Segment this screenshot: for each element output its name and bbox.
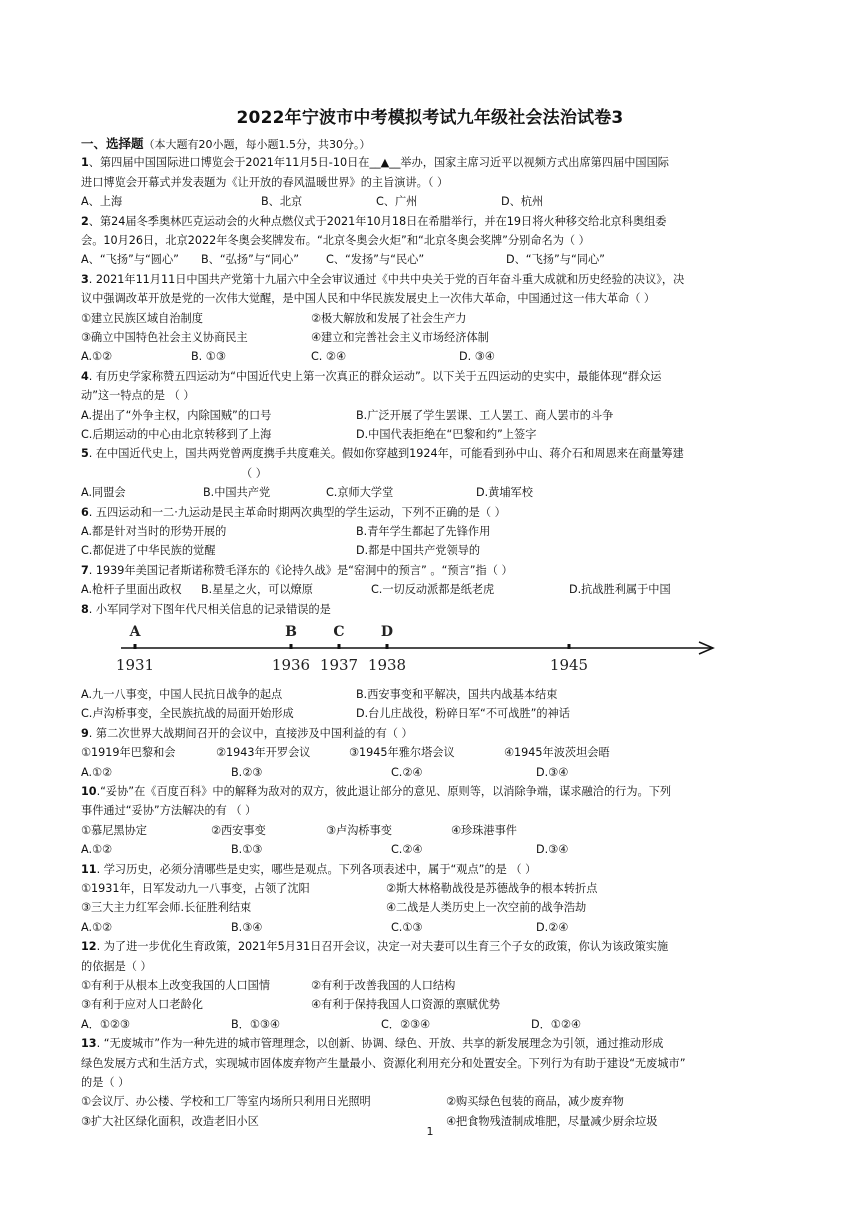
question-line — [81, 960, 152, 974]
sub-statements-item: ①慕尼黑协定 — [81, 823, 147, 837]
question-line — [81, 506, 506, 520]
answer-options-item: A.都是针对当时的形势开展的 — [81, 525, 227, 538]
answer-options-item: B.青年学生都起了先锋作用 — [356, 525, 491, 538]
sub-statements-item: ①会议厅、办公楼、学校和工厂等室内场所只利用日光照明 — [81, 1095, 371, 1109]
question-line — [81, 603, 331, 617]
answer-options-item: C.卢沟桥事变，全民族抗战的局面开始形成 — [81, 707, 294, 721]
timeline-tick — [386, 644, 389, 649]
sub-statements-item: ④二战是人类历史上一次空前的战争浩劫 — [386, 901, 587, 915]
answer-options-item: C.京师大学堂 — [326, 486, 394, 500]
answer-options-item: D.中国代表拒绝在“巴黎和约”上签字 — [356, 428, 537, 441]
timeline-letter-label: D — [380, 624, 394, 640]
question-line — [81, 176, 448, 190]
answer-options-item: D．①②④ — [531, 1017, 581, 1031]
answer-options-item: A、上海 — [81, 195, 123, 209]
answer-options-item: C.①③ — [391, 920, 423, 934]
answer-options-item: C.都促进了中华民族的觉醒 — [81, 544, 216, 558]
answer-options-item: A.①② — [81, 920, 113, 934]
question-line — [81, 215, 666, 229]
question-text: （ ） — [241, 466, 267, 480]
question-text: 进口博览会开幕式并发表题为《让开放的春风温暖世界》的主旨演讲。（ ） — [81, 175, 449, 189]
answer-options — [81, 921, 786, 935]
answer-options — [81, 409, 786, 423]
timeline-year-label: 1937 — [319, 656, 359, 674]
answer-options-item: B、“弘扬”与“同心” — [201, 253, 299, 267]
question-line — [81, 1057, 686, 1071]
question-number: 4 — [81, 369, 89, 383]
answer-options — [81, 688, 786, 702]
answer-options-item: A.九一八事变，中国人民抗日战争的起点 — [81, 688, 283, 701]
answer-options-item: D、杭州 — [501, 195, 544, 209]
sub-statements-item: ④建立和完善社会主义市场经济体制 — [311, 331, 489, 344]
sub-statements — [81, 882, 786, 896]
answer-options-item: D.都是中国共产党领导的 — [356, 544, 481, 558]
question-text: 的是（ ） — [81, 1076, 130, 1089]
answer-options-item: B.中国共产党 — [203, 486, 271, 500]
answer-options-item: D.③④ — [536, 765, 569, 779]
question-line — [81, 940, 668, 954]
question-text: . 1939年美国记者斯诺称赞毛泽东的《论持久战》是“窑洞中的预言” 。“预言”指（ ） — [88, 563, 513, 577]
answer-options — [81, 195, 786, 209]
answer-options-item: D.③④ — [536, 843, 569, 857]
sub-statements-item: ③扩大社区绿化面积，改造老旧小区 — [81, 1114, 259, 1128]
answer-options-item: B.星星之火，可以燎原 — [201, 583, 313, 597]
timeline-tick — [568, 644, 571, 649]
answer-options-item: B. ①③ — [191, 350, 226, 364]
sub-statements-item: ③卢沟桥事变 — [326, 823, 392, 837]
answer-options-item: A、“飞扬”与“圆心” — [81, 253, 179, 267]
question-number: 5 — [81, 447, 89, 461]
question-text: 事件通过“妥协”方法解决的有 （ ） — [81, 804, 257, 818]
sub-statements — [81, 746, 786, 760]
timeline-letter-label: B — [285, 624, 297, 640]
question-number: 1 — [81, 156, 89, 170]
sub-statements-item: ②购买绿色包装的商品，减少废弃物 — [446, 1095, 624, 1109]
question-text: 会。10月26日，北京2022年冬奥会奖牌发布。“北京冬奥会火炬”和“北京冬奥会奖牌”分别命名为（ ） — [81, 234, 590, 247]
sub-statements-item: ②极大解放和发展了社会生产力 — [311, 311, 467, 325]
question-text: 、第24届冬季奥林匹克运动会的火种点燃仪式于2021年10月18日在希腊举行，并在19日将火种移交给北京科奥组委 — [88, 214, 667, 228]
answer-options — [81, 1018, 786, 1032]
sub-statements — [81, 1095, 786, 1109]
question-number: 9 — [81, 726, 89, 740]
sub-statements-item: ②斯大林格勒战役是苏德战争的根本转折点 — [386, 882, 598, 895]
question-line — [81, 273, 684, 287]
sub-statements — [81, 979, 786, 993]
question-number: 10 — [81, 785, 97, 798]
question-number: 7 — [81, 563, 89, 577]
answer-options-item: C.②④ — [391, 843, 423, 857]
timeline-year-label: 1931 — [115, 656, 155, 674]
sub-statements — [81, 998, 786, 1012]
answer-options — [81, 766, 786, 780]
answer-options-item: D.抗战胜利属于中国 — [569, 583, 671, 597]
answer-options-item: B．①③④ — [231, 1017, 280, 1031]
question-text: . 在中国近代史上，国共两党曾两度携手共度难关。假如你穿越到1924年，可能看到孙中山、蒋介石和周恩来在商量筹建 — [88, 447, 684, 461]
sub-statements-item: ③有利于应对人口老龄化 — [81, 998, 203, 1012]
answer-options-item: A.同盟会 — [81, 486, 126, 500]
question-number: 6 — [81, 505, 89, 519]
timeline-letter-label: C — [333, 624, 345, 640]
question-number: 13 — [81, 1037, 97, 1051]
answer-options-item: A．①②③ — [81, 1017, 130, 1031]
answer-options-item: C.②④ — [391, 765, 423, 779]
answer-options — [81, 583, 786, 597]
section-header — [81, 137, 371, 152]
sub-statements — [81, 824, 786, 838]
timeline-year-label: 1936 — [271, 656, 311, 674]
timeline-letter-label: A — [129, 624, 141, 640]
question-text: . 小军同学对下图年代尺相关信息的记录错误的是 — [88, 602, 331, 616]
timeline-tick — [134, 644, 137, 649]
page-title: 2022年宁波市中考模拟考试九年级社会法治试卷3 — [236, 108, 624, 128]
question-text: . 五四运动和一二·九运动是民主革命时期两次典型的学生运动，下列不正确的是（ ） — [88, 505, 506, 519]
question-text: . 2021年11月11日中国共产党第十九届六中全会审议通过《中共中央关于党的百年奋斗重大成就和历史经验的决议》，决 — [88, 272, 685, 286]
question-text: .“妥协”在《百度百科》中的解释为敌对的双方，彼此退让部分的意见、原则等，以消除争端，谋求融洽的行为。下列 — [96, 785, 672, 798]
section-note: （本大题有20小题，每小题1.5分，共30分。） — [143, 138, 371, 151]
answer-options-item: C.后期运动的中心由北京转移到了上海 — [81, 428, 272, 441]
sub-statements-item: ④1945年波茨坦会晤 — [504, 746, 610, 760]
sub-statements-item: ③三大主力红军会师.长征胜利结束 — [81, 901, 252, 915]
answer-options-item: A.枪杆子里面出政权 — [81, 583, 182, 597]
answer-options-item: C. ②④ — [311, 350, 346, 364]
answer-options-item: A.提出了“外争主权，内除国贼”的口号 — [81, 408, 272, 422]
sub-statements-item: ②1943年开罗会议 — [216, 746, 311, 760]
sub-statements — [81, 312, 786, 326]
answer-options-item: B.②③ — [231, 765, 263, 779]
answer-options-item: B.①③ — [231, 843, 263, 857]
question-text: 绿色发展方式和生活方式，实现城市固体废弃物产生量最小、资源化利用充分和处置安全。下列行为有助于建设“无废城市” — [81, 1056, 686, 1070]
question-line — [81, 804, 256, 818]
answer-options-item: D、“飞扬”与“同心” — [506, 253, 605, 267]
sub-statements-item: ①有利于从根本上改变我国的人口国情 — [81, 979, 271, 992]
sub-statements-item: ④有利于保持我国人口资源的禀赋优势 — [311, 998, 501, 1012]
question-line — [81, 389, 195, 403]
answer-options-item: C.一切反动派都是纸老虎 — [371, 583, 495, 597]
question-line — [81, 1076, 129, 1090]
question-line — [81, 564, 513, 578]
section-heading: 一、选择题 — [81, 136, 144, 151]
answer-options — [81, 707, 786, 721]
sub-statements-item: ②西安事变 — [211, 823, 266, 837]
answer-options-item: D. ③④ — [459, 350, 495, 364]
answer-options — [81, 525, 786, 539]
question-text: . 为了进一步优化生育政策，2021年5月31日召开会议，决定一对夫妻可以生育三个子女的政策，你认为该政策实施 — [96, 940, 669, 954]
answer-options — [81, 428, 786, 442]
answer-options-item: A.①② — [81, 765, 113, 779]
timeline-year-label: 1945 — [549, 656, 589, 674]
question-text: . 第二次世界大战期间召开的会议中，直接涉及中国利益的有（ ） — [88, 726, 413, 740]
answer-options-item: B.③④ — [231, 920, 263, 934]
question-text: 的依据是（ ） — [81, 959, 152, 973]
answer-options — [81, 544, 786, 558]
answer-options — [81, 253, 786, 267]
answer-options-item: C．②③④ — [381, 1017, 431, 1031]
sub-statements-item: ①1919年巴黎和会 — [81, 746, 176, 760]
answer-options — [81, 843, 786, 857]
question-line — [81, 863, 536, 877]
sub-statements-item: ②有利于改善我国的人口结构 — [311, 979, 456, 992]
answer-options-item: D.②④ — [536, 920, 569, 934]
question-text: . “无废城市”作为一种先进的城市管理理念，以创新、协调、绿色、开放、共享的新发展理念为引领，通过推动形成 — [96, 1037, 664, 1051]
sub-statements-item: ①建立民族区域自治制度 — [81, 311, 203, 325]
answer-options-item: D.台儿庄战役，粉碎日军“不可战胜”的神话 — [356, 707, 570, 721]
timeline-tick — [290, 644, 293, 649]
question-number: 12 — [81, 940, 97, 954]
question-text: 动”这一特点的是 （ ） — [81, 389, 195, 403]
answer-options-item: B.西安事变和平解决，国共内战基本结束 — [356, 688, 558, 701]
page-number: 1 — [426, 1125, 434, 1138]
question-line — [81, 727, 413, 741]
sub-statements — [81, 331, 786, 345]
timeline-year-label: 1938 — [367, 656, 407, 674]
answer-options-item: D.黄埔军校 — [476, 486, 533, 500]
question-line — [81, 1037, 663, 1051]
timeline-figure — [111, 620, 731, 680]
question-line — [241, 467, 267, 481]
question-line — [81, 292, 655, 306]
answer-options-item: A.①② — [81, 843, 113, 857]
question-line — [81, 156, 669, 170]
question-number: 8 — [81, 602, 89, 616]
question-text: . 有历史学家称赞五四运动为“中国近代史上第一次真正的群众运动”。以下关于五四运动的史实中，最能体现“群众运 — [88, 369, 662, 383]
sub-statements-item: ④珍珠港事件 — [451, 823, 517, 837]
answer-options-item: C、“发扬”与“民心” — [326, 253, 425, 267]
answer-options-item: B、北京 — [261, 195, 303, 209]
sub-statements-item: ①1931年，日军发动九一八事变，占领了沈阳 — [81, 882, 310, 895]
question-text: . 学习历史，必须分清哪些是史实，哪些是观点。下列各项表述中，属于“观点”的是 （ ） — [96, 862, 537, 876]
answer-options-item: C、广州 — [376, 195, 418, 209]
question-line — [81, 370, 662, 384]
question-number: 2 — [81, 214, 89, 228]
answer-options — [81, 350, 786, 364]
sub-statements-item: ④把食物残渣制成堆肥，尽量减少厨余垃圾 — [446, 1114, 658, 1128]
timeline-tick — [338, 644, 341, 649]
question-line — [81, 447, 684, 461]
sub-statements-item: ③确立中国特色社会主义协商民主 — [81, 331, 248, 344]
question-line — [81, 234, 590, 248]
answer-options-item: B.广泛开展了学生罢课、工人罢工、商人罢市的斗争 — [356, 408, 614, 422]
sub-statements-item: ③1945年雅尔塔会议 — [349, 746, 455, 760]
question-text: 、第四届中国国际进口博览会于2021年11月5日-10日在__▲__举办，国家主席习近平以视频方式出席第四届中国国际 — [88, 156, 669, 170]
answer-options — [81, 486, 786, 500]
sub-statements — [81, 901, 786, 915]
question-number: 3 — [81, 272, 89, 286]
question-number: 11 — [81, 862, 97, 876]
question-text: 议中强调改革开放是党的一次伟大觉醒，是中国人民和中华民族发展史上一次伟大革命，中国通过这一伟大革命（ ） — [81, 292, 656, 306]
question-line — [81, 785, 671, 799]
answer-options-item: A.①② — [81, 350, 113, 364]
